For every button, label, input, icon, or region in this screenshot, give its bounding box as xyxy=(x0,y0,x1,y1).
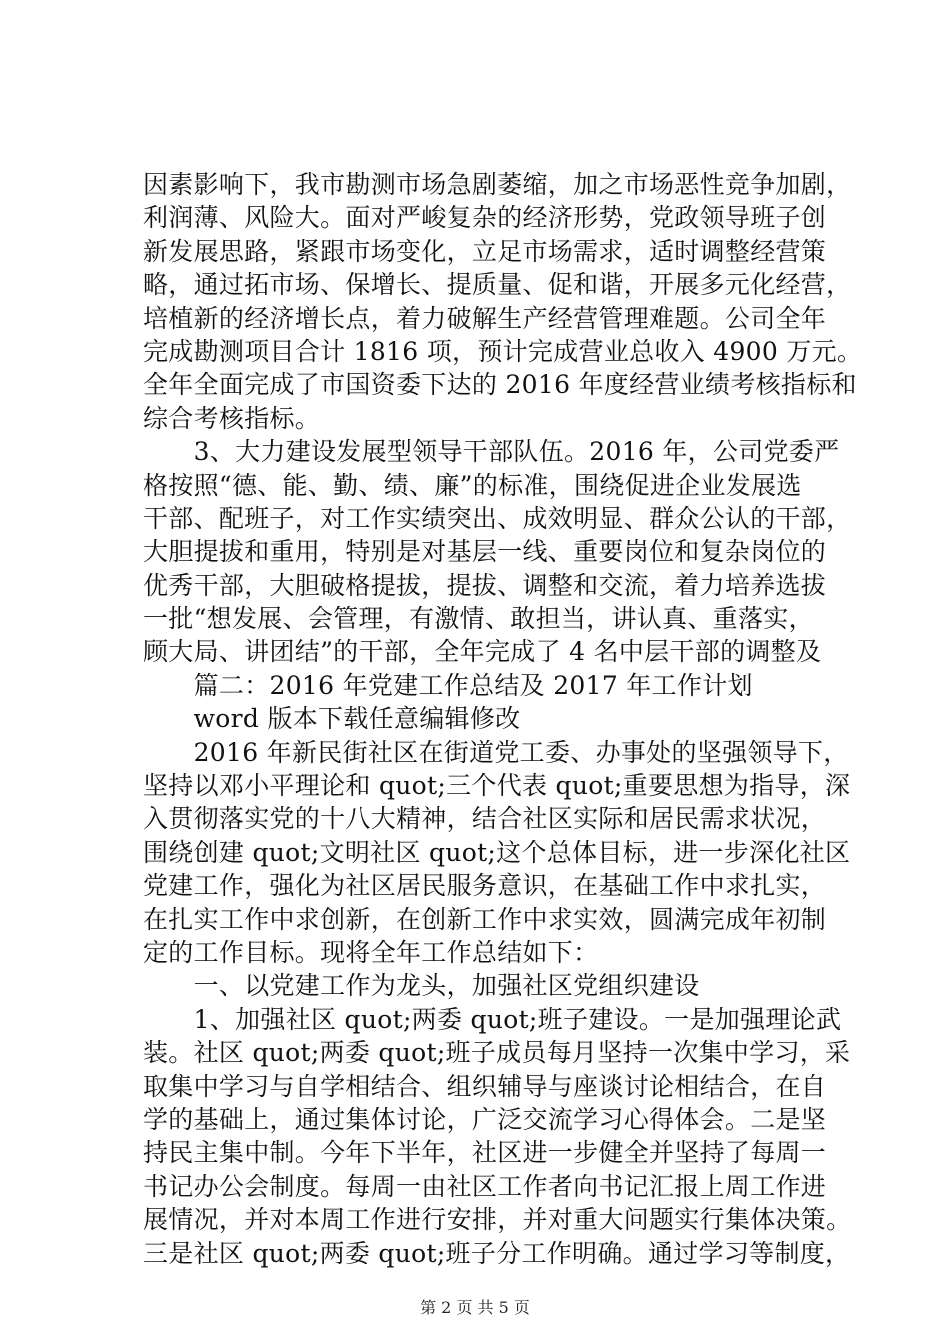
text-line: 在扎实工作中求创新，在创新工作中求实效，圆满完成年初制 xyxy=(143,904,827,934)
text-line: 大胆提拔和重用，特别是对基层一线、重要岗位和复杂岗位的 xyxy=(143,537,827,567)
text-line: 持民主集中制。今年下半年，社区进一步健全并坚持了每周一 xyxy=(143,1138,827,1168)
page-number-footer: 第 2 页 共 5 页 xyxy=(420,1298,530,1317)
text-line: 围绕创建 quot;文明社区 quot;这个总体目标，进一步深化社区 xyxy=(143,837,851,867)
text-line: 装。社区 quot;两委 quot;班子成员每月坚持一次集中学习，采 xyxy=(143,1038,851,1068)
text-line: 党建工作，强化为社区居民服务意识，在基础工作中求扎实， xyxy=(143,871,827,901)
text-line: 综合考核指标。 xyxy=(143,403,321,433)
document-body xyxy=(143,168,863,1270)
text-line: 全年全面完成了市国资委下达的 2016 年度经营业绩考核指标和 xyxy=(143,370,857,400)
text-line: 培植新的经济增长点，着力破解生产经营管理难题。公司全年 xyxy=(143,303,827,333)
text-line: 略，通过拓市场、保增长、提质量、促和谐，开展多元化经营， xyxy=(143,270,852,300)
section-heading: 篇二：2016 年党建工作总结及 2017 年工作计划 xyxy=(143,670,753,700)
text-line: 取集中学习与自学相结合、组织辅导与座谈讨论相结合，在自 xyxy=(143,1071,827,1101)
section-heading: 一、以党建工作为龙头，加强社区党组织建设 xyxy=(143,971,700,1001)
text-line: 展情况，并对本周工作进行安排，并对重大问题实行集体决策。 xyxy=(143,1205,852,1235)
text-line: 定的工作目标。现将全年工作总结如下： xyxy=(143,937,599,967)
text-line: 优秀干部，大胆破格提拔，提拔、调整和交流，着力培养选拔 xyxy=(143,570,827,600)
text-line: 顾大局、讲团结”的干部，全年完成了 4 名中层干部的调整及 xyxy=(143,637,822,667)
text-line: 干部、配班子，对工作实绩突出、成效明显、群众公认的干部， xyxy=(143,503,852,533)
text-line: 三是社区 quot;两委 quot;班子分工作明确。通过学习等制度， xyxy=(143,1238,851,1268)
text-line: word 版本下载任意编辑修改 xyxy=(143,704,521,734)
text-line: 利润薄、风险大。面对严峻复杂的经济形势，党政领导班子创 xyxy=(143,203,827,233)
text-line: 新发展思路，紧跟市场变化，立足市场需求，适时调整经营策 xyxy=(143,236,827,266)
text-line: 因素影响下，我市勘测市场急剧萎缩，加之市场恶性竞争加剧， xyxy=(143,170,852,199)
text-line: 坚持以邓小平理论和 quot;三个代表 quot;重要思想为指导，深 xyxy=(143,771,851,801)
text-line: 书记办公会制度。每周一由社区工作者向书记汇报上周工作进 xyxy=(143,1171,827,1201)
text-line: 学的基础上，通过集体讨论，广泛交流学习心得体会。二是坚 xyxy=(143,1104,827,1134)
text-line: 入贯彻落实党的十八大精神，结合社区实际和居民需求状况， xyxy=(143,804,827,834)
text-line: 一批“想发展、会管理，有激情、敢担当，讲认真、重落实， xyxy=(143,604,814,634)
text-line: 3、大力建设发展型领导干部队伍。2016 年，公司党委严 xyxy=(143,437,840,467)
text-line: 1、加强社区 quot;两委 quot;班子建设。一是加强理论武 xyxy=(143,1004,842,1034)
text-line: 完成勘测项目合计 1816 项，预计完成营业总收入 4900 万元。 xyxy=(143,336,863,366)
text-line: 格按照“德、能、勤、绩、廉”的标准，围绕促进企业发展选 xyxy=(143,470,802,500)
text-line: 2016 年新民街社区在街道党工委、办事处的坚强领导下， xyxy=(143,737,849,767)
